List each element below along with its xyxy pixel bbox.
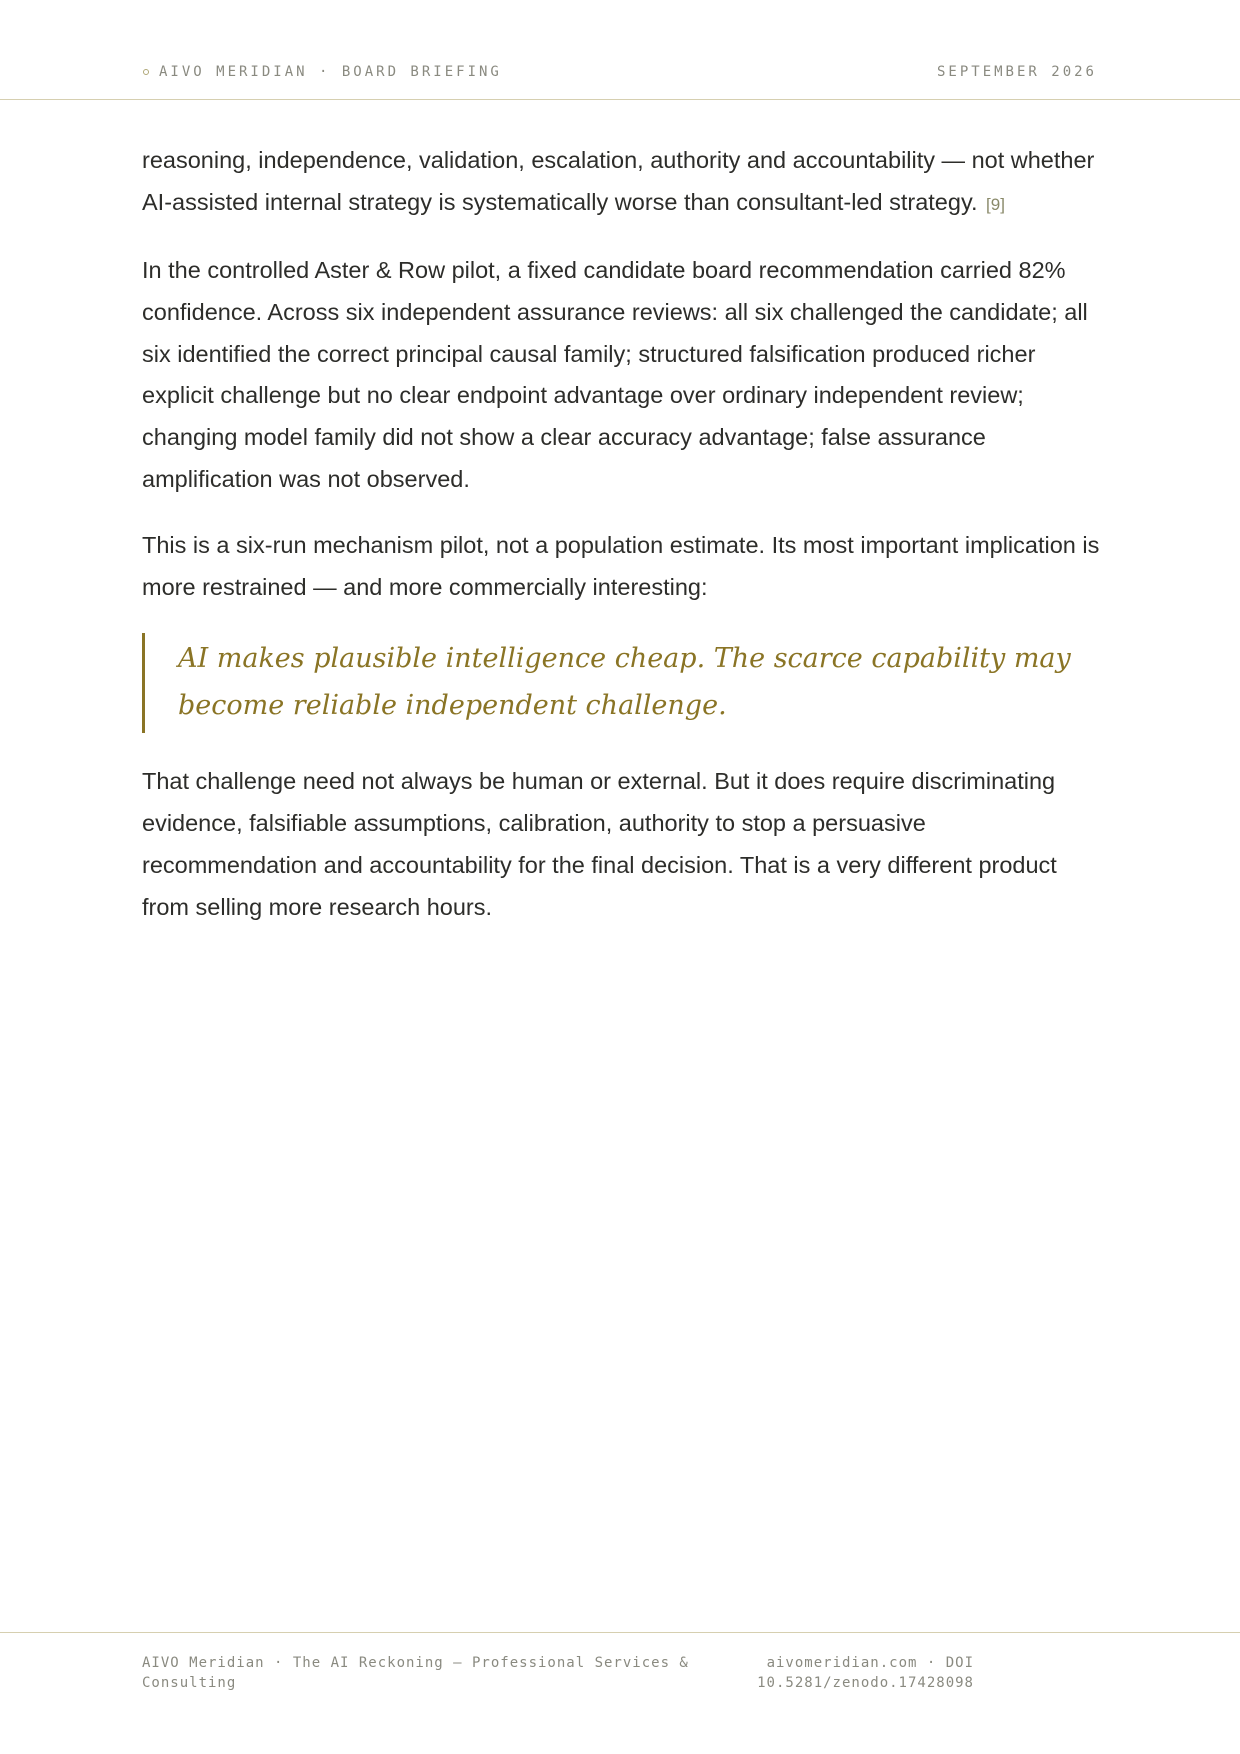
header-brand-text: AIVO MERIDIAN · BOARD BRIEFING <box>159 64 502 80</box>
circle-bullet-icon <box>143 69 149 75</box>
paragraph-2: In the controlled Aster & Row pilot, a fixed candidate board recommendation carried 82% confidence. Across six independent assurance reviews: all six challenged the candidate; all six identified the correct principal causal family; structured falsification produced richer explicit challenge but no clear endpoint advantage over ordinary independent review; changing model family did not show a clear accuracy advantage; false assurance amplification was not observed. <box>142 257 1088 493</box>
page-footer <box>0 1632 1240 1754</box>
paragraph-1-text: reasoning, independence, validation, escalation, authority and accountability — not whether AI-assisted internal strategy is systematically worse than consultant-led strategy. <box>142 147 1095 215</box>
page-header <box>0 0 1240 100</box>
body-content <box>142 140 1102 953</box>
pull-quote: AI makes plausible intelligence cheap. The scarce capability may become reliable independent challenge. <box>142 633 1102 733</box>
paragraph-4: That challenge need not always be human or external. But it does require discriminating evidence, falsifiable assumptions, calibration, authority to stop a persuasive recommendation and accountability for the final decision. That is a very different product from selling more research hours. <box>142 768 1057 920</box>
header-date: SEPTEMBER 2026 <box>936 64 1097 80</box>
footer-title: AIVO Meridian · The AI Reckoning — Professional Services & Consulting <box>142 1655 689 1691</box>
header-brand <box>143 64 502 80</box>
paragraph-3: This is a six-run mechanism pilot, not a population estimate. Its most important implication is more restrained — and more commercially interesting: <box>142 532 1100 601</box>
reference-marker[interactable]: [9] <box>986 194 1005 214</box>
footer-doi[interactable]: aivomeridian.com · DOI 10.5281/zenodo.17428098 <box>757 1655 974 1691</box>
paragraph-1 <box>142 140 1102 226</box>
